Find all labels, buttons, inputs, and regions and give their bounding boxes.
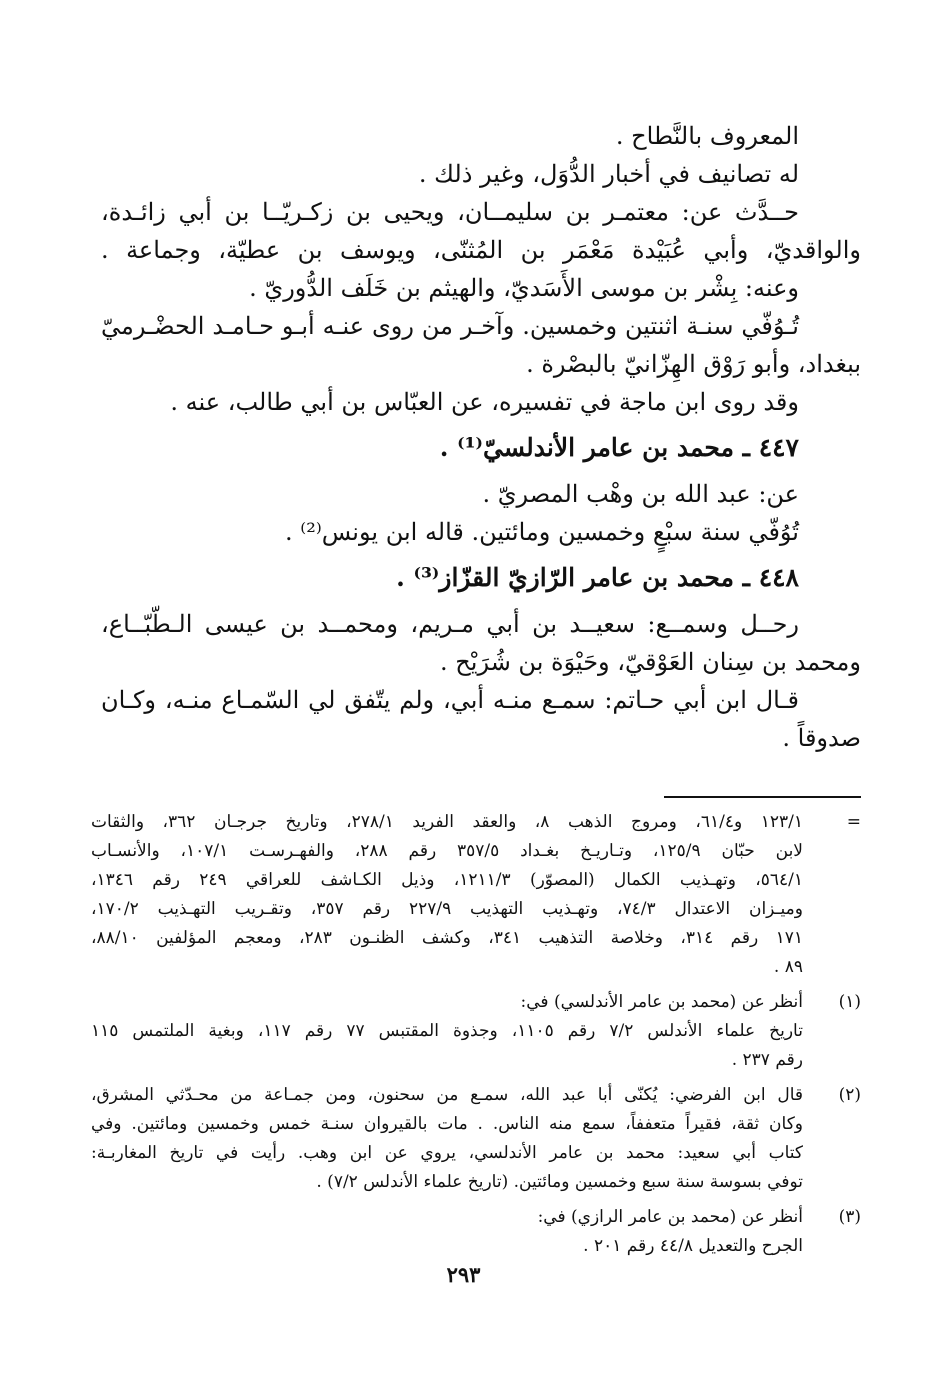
footnote-number: (١) — [838, 992, 861, 1012]
page-number: ٢٩٣ — [446, 1262, 481, 1287]
footnote-number: (٢) — [838, 1085, 861, 1105]
text-line: صدوقاً . — [782, 724, 861, 752]
footnote-1 — [91, 988, 861, 1075]
text-line: له تصانيف في أخبار الدُّوَل، وغير ذلك . — [418, 160, 799, 188]
text-line: حــدَّث عن: معتمـر بن سليمــان، ويحيى بن زكـريّــا بن أبي زائـدة، — [101, 198, 799, 226]
main-text — [101, 117, 861, 757]
footnote-3 — [91, 1203, 861, 1261]
footnotes — [91, 808, 861, 1267]
footnote-line: أنظر عن (محمد بن عامر الرازي) في: — [537, 1207, 803, 1227]
text-line: ببغداد، وأبو رَوْق الهِزّانيّ بالبصْرة . — [526, 350, 861, 378]
text-line: تُوُفّي سنة سبْعٍ وخمسين ومائتين. قاله ابن يونس⁽²⁾ . — [285, 518, 799, 546]
footnote-line: ٥٦٤/١، وتهـذيب الكمال (المصوّر) ١٢١١/٣، وذيل الكـاشف للعراقي ٢٤٩ رقم ١٣٤٦، — [91, 870, 803, 890]
footnote-line: قال ابن الفرضي: يُكنّى أبا عبد الله، سمـع من سحنون، ومن جمـاعة من محـدّثي المشرق، — [91, 1085, 803, 1105]
text-line: رحــل وسمــع: سعيــد بن أبي مـريم، ومحمــد بن عيسى الـطّبّــاع، — [101, 610, 799, 638]
text-line: قـال ابن أبي حـاتم: سمـع منـه أبي، ولم يتّفق لي السّمـاع منـه، وكـان — [101, 686, 799, 714]
footnote-line: الجرح والتعديل ٤٤/٨ رقم ٢٠١ . — [583, 1236, 803, 1256]
footnote-separator — [664, 796, 861, 798]
footnote-line: وميـزان الاعتدال ٧٤/٣، وتهـذيب التهذيب ٢٢٧/٩ رقم ٣٥٧، وتقـريب التهـذيب ١٧٠/٢، — [91, 899, 803, 919]
footnote-number: (٣) — [838, 1207, 861, 1227]
footnote-line: لابن حبّان ١٢٥/٩، وتـاريـخ بغـداد ٣٥٧/٥ رقم ٢٨٨، والفهـرسـت ١٠٧/١، والأنسـاب — [91, 841, 803, 861]
text-line: ومحمد بن سِنان العَوْقيّ، وحَيْوَة بن شُرَيْح . — [440, 648, 861, 676]
footnote-line: تاريخ علماء الأندلس ٧/٢ رقم ١١٠٥، وجذوة المقتبس ٧٧ رقم ١١٧، وبغية الملتمس ١١٥ — [91, 1021, 803, 1041]
footnote-line: أنظر عن (محمد بن عامر الأندلسي) في: — [520, 992, 803, 1012]
footnote-line: توفي بسوسة سنة سبع وخمسين ومائتين. (تاريخ علماء الأندلس ٧/٢) . — [316, 1172, 803, 1192]
entry-heading-447: ٤٤٧ ـ محمد بن عامر الأندلسيّ⁽¹⁾ . — [439, 433, 799, 462]
footnote-line: ١٢٣/١ و٦١/٤، ومروج الذهب ٨، والعقد الفريد ٢٧٨/١، وتاريخ جرجـان ٣٦٢، والثقات — [91, 812, 803, 832]
entry-heading-448: ٤٤٨ ـ محمد بن عامر الرّازيّ القزّاز⁽³⁾ . — [396, 563, 799, 592]
text-line: والواقديّ، وأبي عُبَيْدة مَعْمَر بن المُثنّى، ويوسف بن عطيّة، وجماعة . — [101, 236, 861, 264]
footnote-line: وكان ثقة، فقيراً متعففاً، سمع منه الناس. . مات بالقيروان سنـة خمس وخمسين ومائتين. وفي — [91, 1114, 803, 1134]
footnote-2 — [91, 1081, 861, 1197]
footnote-line: ١٧١ رقم ٣١٤، وخلاصة التذهيب ٣٤١، وكشف الظنـون ٢٨٣، ومعجم المؤلفين ٨٨/١٠، — [91, 928, 803, 948]
text-line: تُـوُفّي سنـة اثنتين وخمسين. وآخـر من روى عنـه أبـو حـامـد الحضْـرميّ — [101, 312, 799, 340]
footnote-continuation — [91, 808, 861, 982]
footnote-line: رقم ٢٣٧ . — [731, 1050, 803, 1070]
text-line: وقد روى ابن ماجة في تفسيره، عن العبّاس بن أبي طالب، عنه . — [170, 388, 799, 416]
footnote-line: ٨٩ . — [773, 957, 803, 977]
text-line: عن: عبد الله بن وهْب المصريّ . — [482, 480, 799, 508]
text-line: المعروف بالنَّطاح . — [615, 122, 799, 150]
footnote-line: كتاب أبي سعيد: محمد بن عامر الأندلسي، يروي عن ابن وهب. رأيت في تاريخ المغاربـة: — [91, 1143, 803, 1163]
text-line: وعنه: بِشْر بن موسى الأَسَديّ، والهيثم بن خَلَف الدُّوريّ . — [249, 274, 799, 302]
continuation-marker: = — [846, 812, 861, 832]
